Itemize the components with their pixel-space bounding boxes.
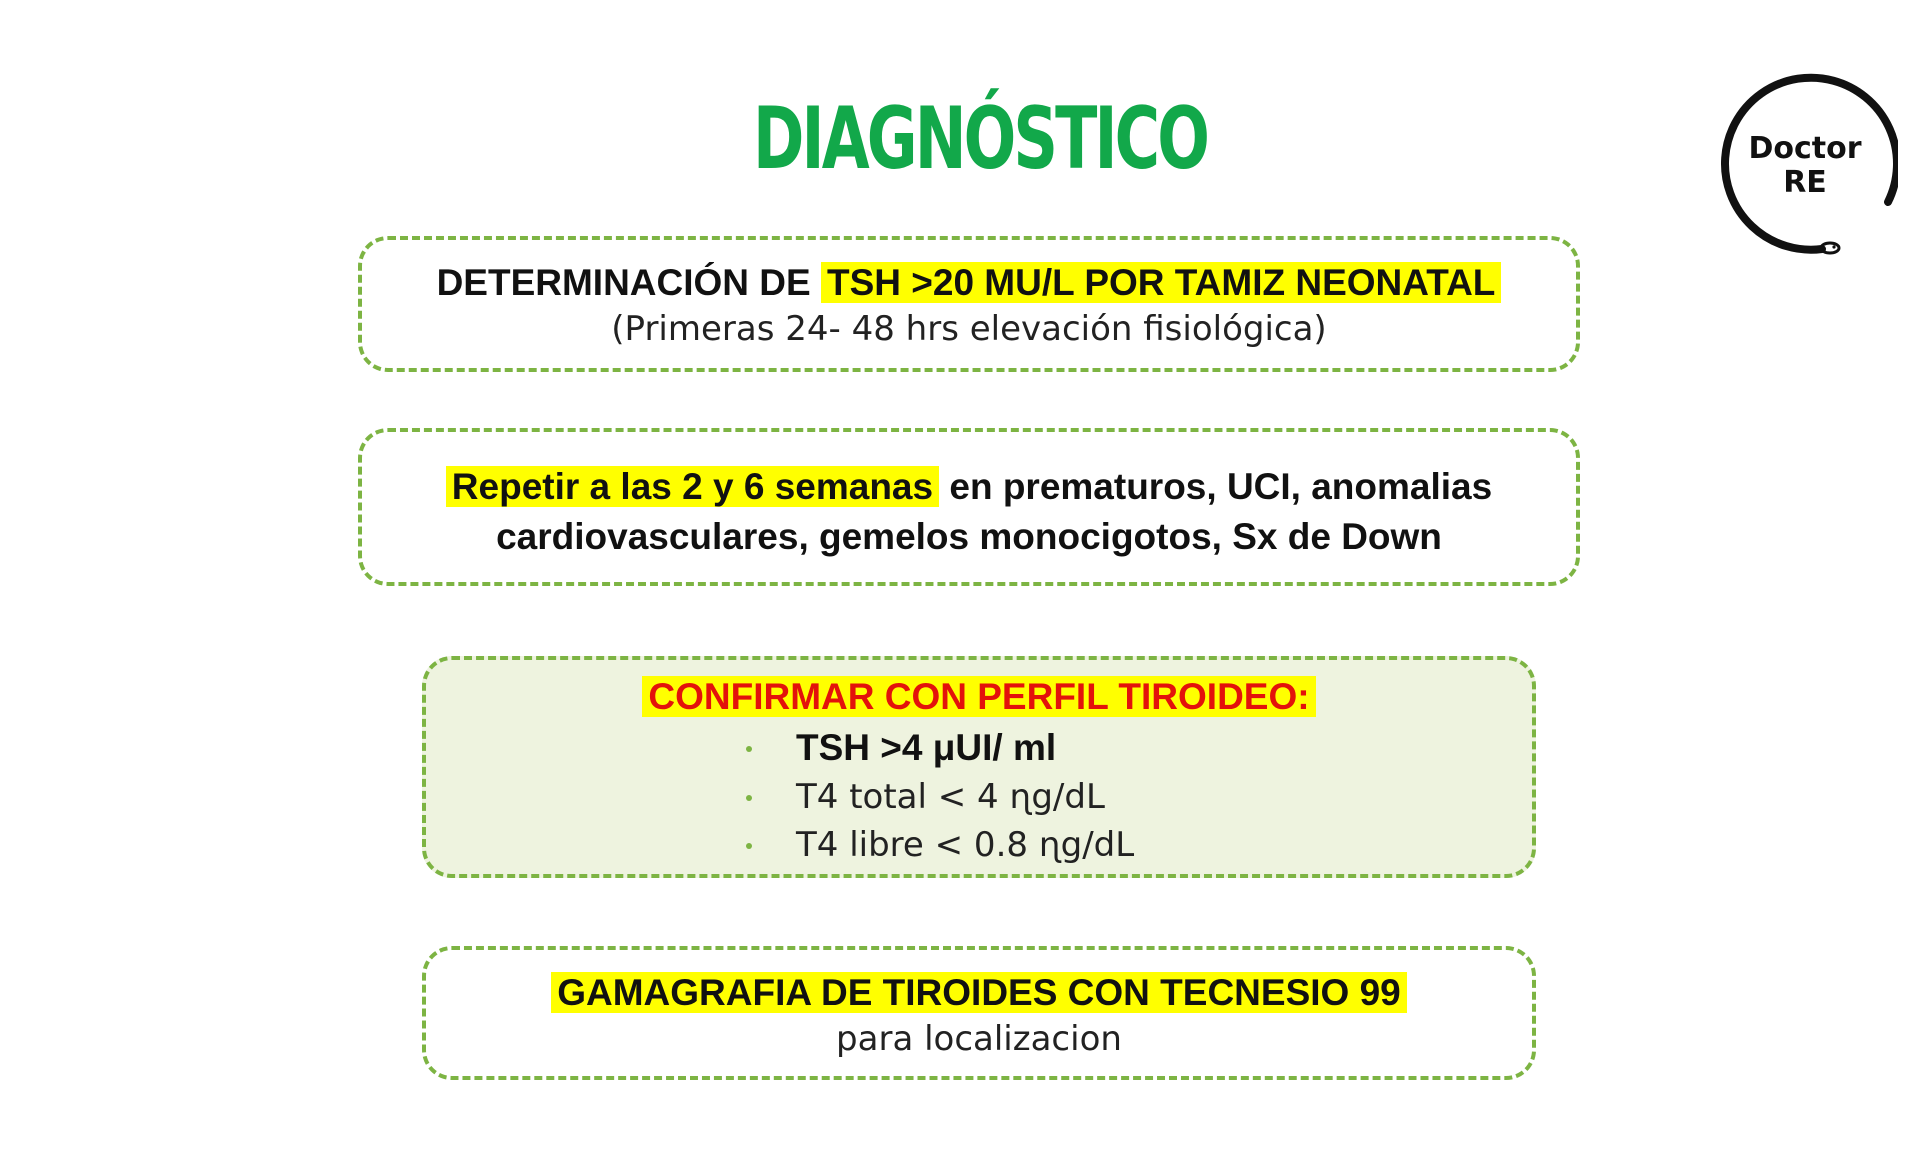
- scintigraphy-note: para localizacion: [836, 1019, 1122, 1059]
- list-item: [746, 773, 1134, 821]
- tsh-screening-box: [358, 236, 1580, 372]
- tsh-screening-prefix: DETERMINACIÓN DE: [436, 262, 821, 303]
- thyroid-profile-item-t4-total: T4 total < 4 ɳg/dL: [796, 777, 1105, 817]
- bullet-icon: [746, 746, 752, 752]
- logo-line-2: RE: [1783, 165, 1827, 200]
- thyroid-profile-item-t4-libre: T4 libre < 0.8 ɳg/dL: [796, 825, 1135, 865]
- list-item: [746, 821, 1134, 869]
- thyroid-profile-heading-line: [426, 674, 1532, 720]
- logo-line-1: Doctor: [1748, 131, 1862, 166]
- scintigraphy-box: [422, 946, 1536, 1080]
- thyroid-profile-item-tsh: TSH >4 μUI/ ml: [796, 727, 1057, 768]
- thyroid-profile-list: [746, 724, 1134, 869]
- list-item: [746, 724, 1134, 773]
- tsh-screening-line: [362, 260, 1576, 306]
- bullet-icon: [746, 843, 752, 849]
- thyroid-profile-box: [422, 656, 1536, 878]
- tsh-screening-note: (Primeras 24- 48 hrs elevación fisiológica): [611, 309, 1327, 349]
- logo-text: [1712, 132, 1898, 200]
- repeat-test-line-2: cardiovasculares, gemelos monocigotos, Sx de Down: [496, 516, 1442, 557]
- repeat-test-highlight: Repetir a las 2 y 6 semanas: [446, 466, 939, 507]
- repeat-test-line-1: [362, 462, 1576, 512]
- page-title: DIAGNÓSTICO: [753, 89, 1207, 189]
- thyroid-profile-heading: CONFIRMAR CON PERFIL TIROIDEO:: [642, 676, 1315, 717]
- doctor-re-logo: [1712, 72, 1898, 258]
- bullet-icon: [746, 795, 752, 801]
- repeat-test-box: [358, 428, 1580, 586]
- scintigraphy-highlight: GAMAGRAFIA DE TIROIDES CON TECNESIO 99: [551, 972, 1407, 1013]
- scintigraphy-line: [426, 970, 1532, 1016]
- repeat-test-rest: en prematuros, UCI, anomalias: [939, 466, 1493, 507]
- tsh-screening-highlight: TSH >20 MU/L POR TAMIZ NEONATAL: [821, 262, 1501, 303]
